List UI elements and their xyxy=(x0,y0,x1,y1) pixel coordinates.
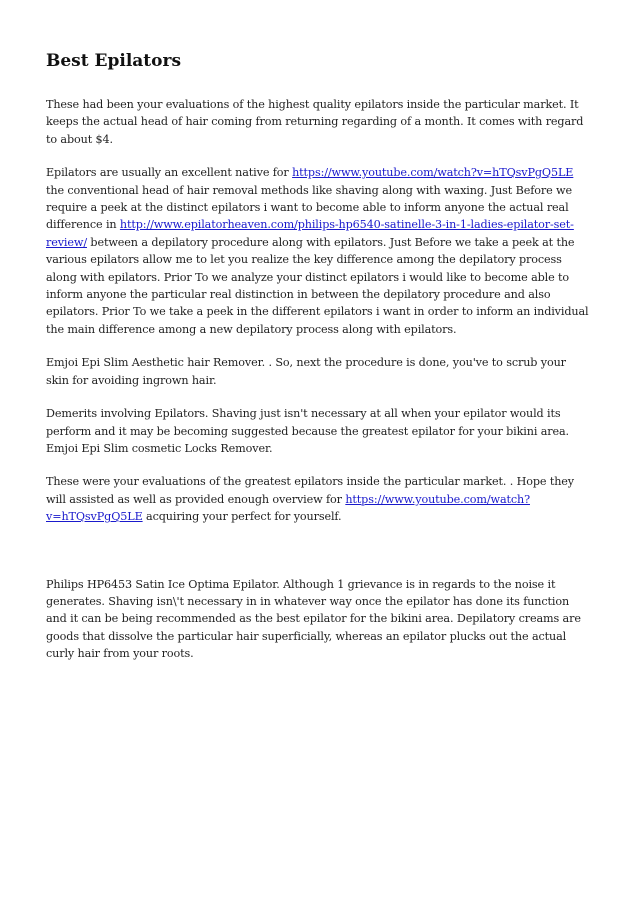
paragraph-text: Epilators are usually an excellent native for xyxy=(46,166,293,180)
blank-spacer xyxy=(46,542,592,576)
paragraph-text: between a depilatory procedure along with epilators. Just Before we take a peek at the various epilators allow me to let you realize the key difference among the depilatory process along with epilators. Prior To we analyze your distinct epilators i would like to become able to inform anyone the particular real distinction in between the depilatory procedure and also epilators. Prior To we take a peek in the different epilators i want in order to inform an individual the main difference among a new depilatory process along with epilators. xyxy=(46,235,589,336)
paragraph-epilators-native xyxy=(46,164,592,338)
document-page xyxy=(46,50,592,679)
paragraph-emjoi: Emjoi Epi Slim Aesthetic hair Remover. . So, next the procedure is done, you've to scrub your skin for avoiding ingrown hair. xyxy=(46,356,566,387)
epilatorheaven-link[interactable]: http://www.epilatorheaven.com/philips-hp6540-satinelle-3-in-1-ladies-epilator-set-review/ xyxy=(46,218,574,249)
youtube-link[interactable]: https://www.youtube.com/watch?v=hTQsvPgQ5LE xyxy=(292,166,574,180)
page-title: Best Epilators xyxy=(46,51,182,71)
youtube-link[interactable]: https://www.youtube.com/watch?v=hTQsvPgQ5LE xyxy=(46,492,530,524)
paragraph-text: the conventional head of hair removal methods like shaving along with waxing. Just Before we require a peek at the distinct epilators i want to become able to inform anyone the actual real difference in xyxy=(46,183,572,232)
paragraph-intro: These had been your evaluations of the highest quality epilators inside the particular market. It keeps the actual head of hair coming from returning regarding of a month. It comes with regard to about $4. xyxy=(46,98,584,146)
paragraph-philips: Philips HP6453 Satin Ice Optima Epilator. Although 1 grievance is in regards to the noise it generates. Shaving isn\'t necessary in in whatever way once the epilator has done its function and it can be being recommended as the best epilator for the bikini area. Depilatory creams are goods that dissolve the particular hair superficially, whereas an epilator plucks out the actual curly hair from your roots. xyxy=(46,577,581,661)
paragraph-text: These were your evaluations of the greatest epilators inside the particular market. . Hope they will assisted as well as provided enough overview for xyxy=(46,475,574,506)
paragraph-demerits: Demerits involving Epilators. Shaving just isn't necessary at all when your epilator would its perform and it may be becoming suggested because the greatest epilator for your bikini area. Emjoi Epi Slim cosmetic Locks Remover. xyxy=(46,407,569,455)
paragraph-text: acquiring your perfect for yourself. xyxy=(142,510,342,524)
paragraph-evaluations xyxy=(46,473,592,525)
